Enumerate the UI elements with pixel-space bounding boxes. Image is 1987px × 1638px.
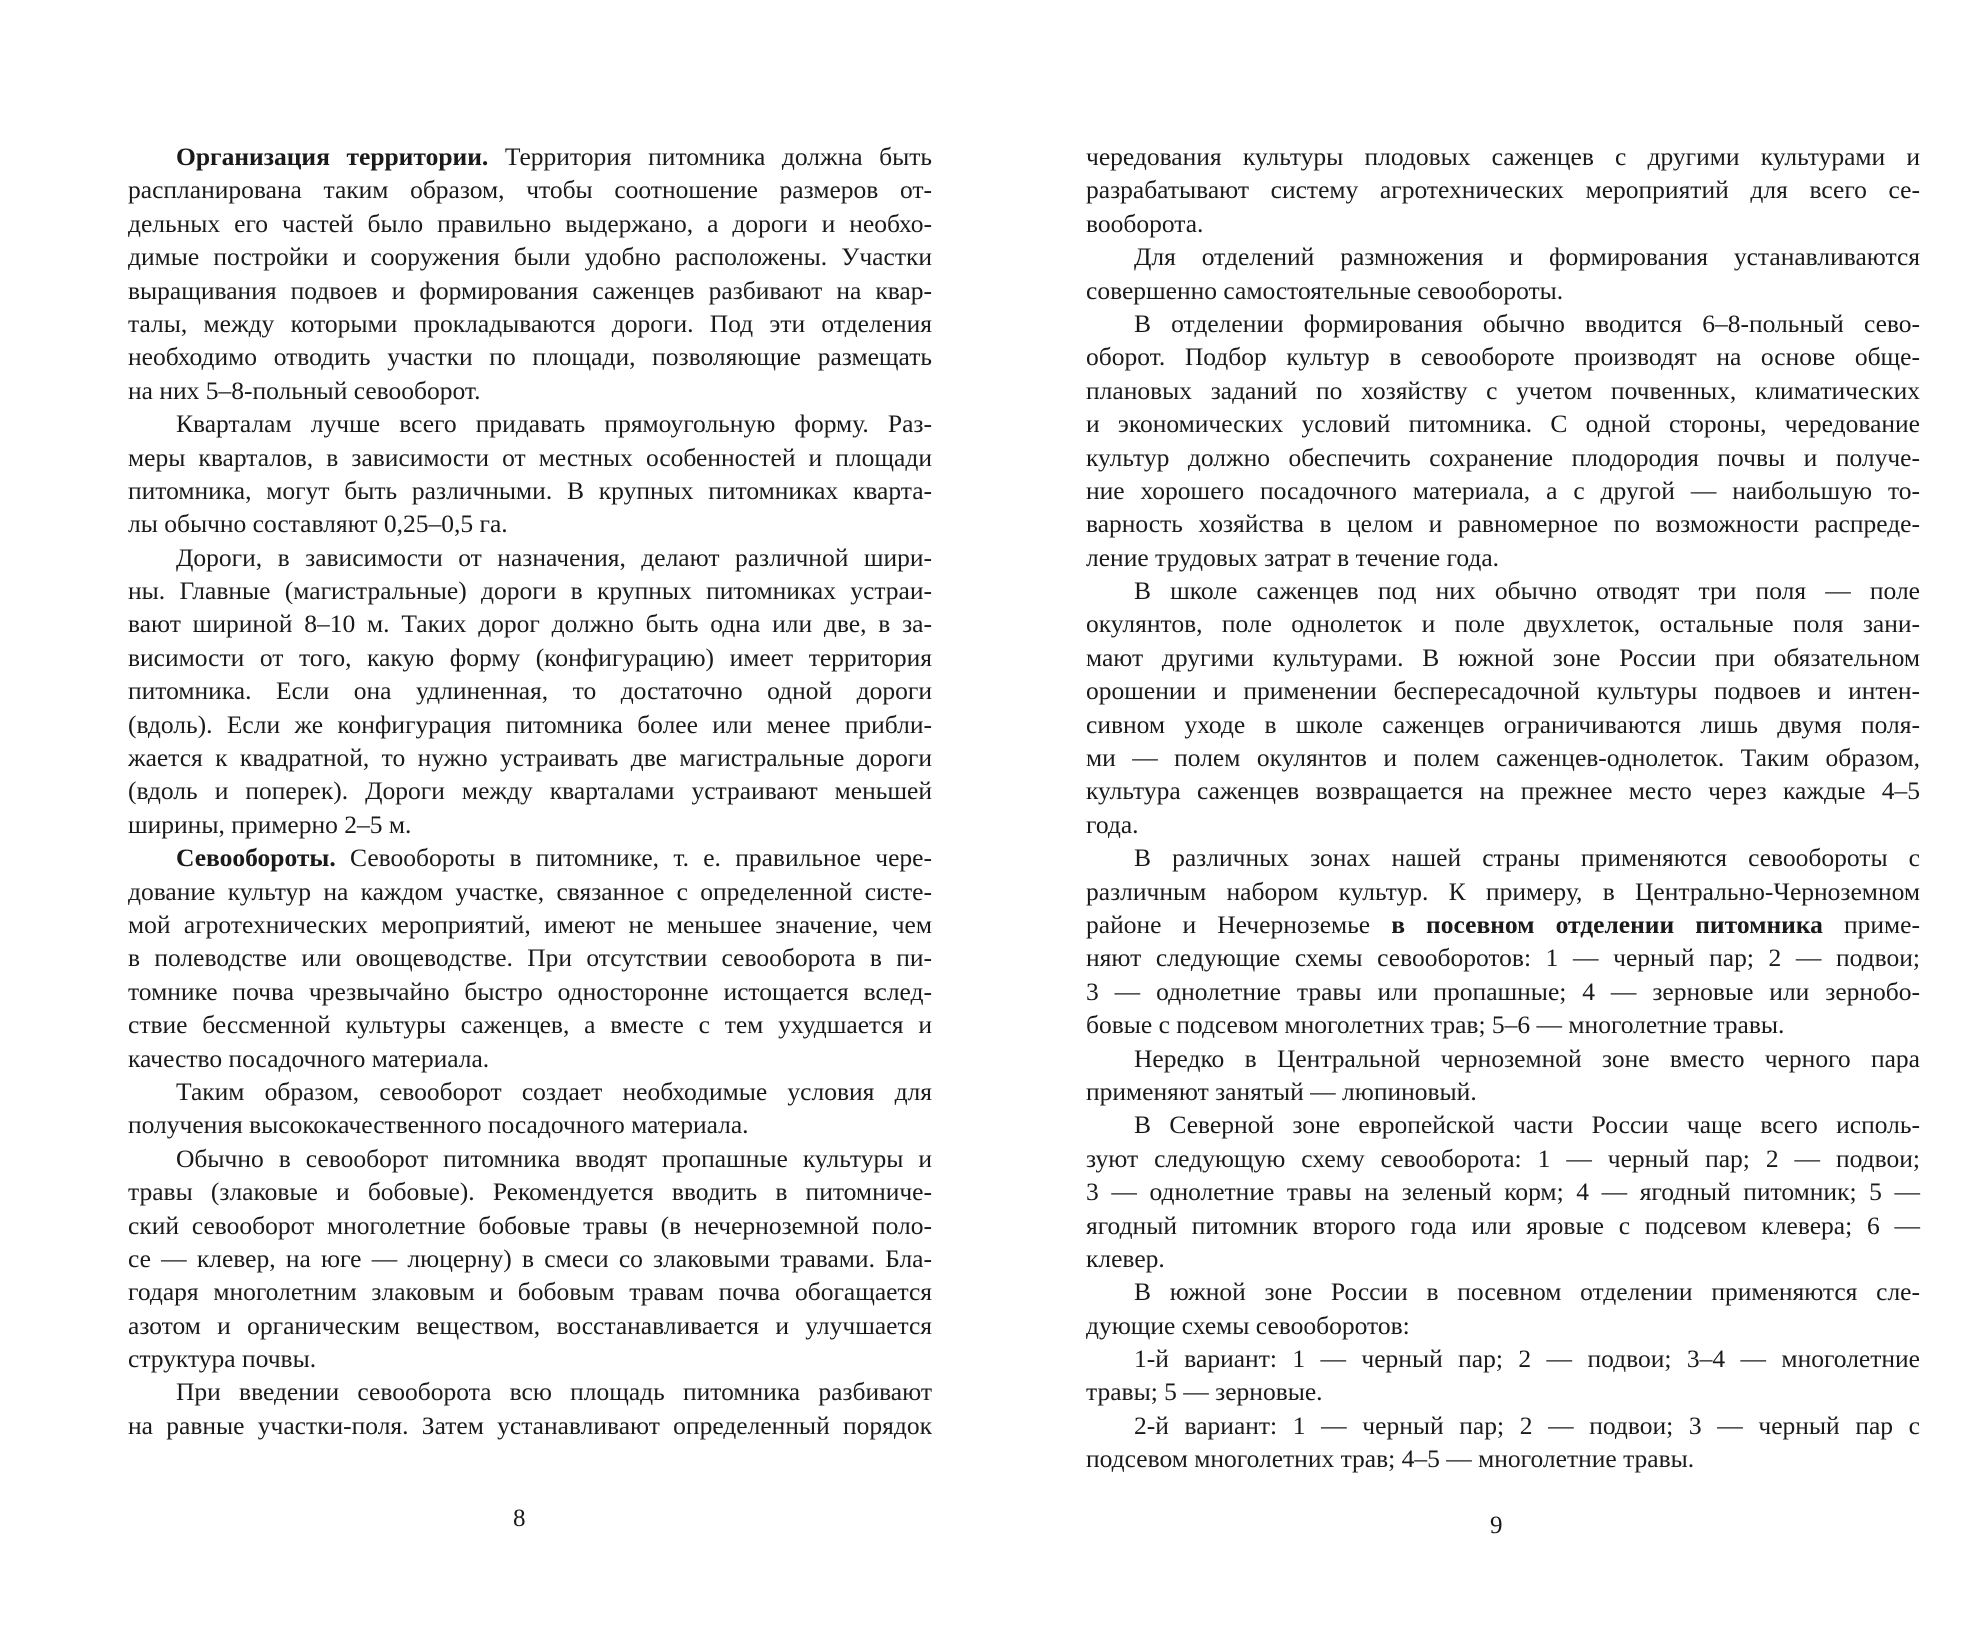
bold-heading-run: Севообороты. bbox=[176, 843, 336, 873]
text-line: сивном уходе в школе саженцев ограничиваются лишь двумя поля- bbox=[1086, 709, 1920, 739]
text-line: совершенно самостоятельные севообороты. bbox=[1086, 275, 1564, 305]
text-line: зуют следующую схему севооборота: 1 — черный пар; 2 — подвои; bbox=[1086, 1143, 1920, 1173]
text-line: дельных его частей было правильно выдержано, а дороги и необхо- bbox=[128, 208, 932, 238]
paragraph bbox=[128, 1142, 932, 1376]
text-line: Нередко в Центральной черноземной зоне вместо черного пара bbox=[1134, 1043, 1920, 1073]
text-line: питомника, могут быть различными. В крупных питомниках кварта- bbox=[128, 475, 932, 505]
text-line: необходимо отводить участки по площади, позволяющие размещать bbox=[128, 342, 932, 372]
text-line: жается к квадратной, то нужно устраивать две магистральные дороги bbox=[128, 743, 932, 773]
text-line: ны. Главные (магистральные) дороги в крупных питомниках устраи- bbox=[128, 576, 932, 606]
text-line: разрабатывают систему агротехнических мероприятий для всего се- bbox=[1086, 175, 1920, 205]
text-line: чередования культуры плодовых саженцев с другими культурами и bbox=[1086, 142, 1920, 171]
paragraph bbox=[128, 841, 932, 1075]
text-run: Севообороты в питомнике, т. е. правильное чере- bbox=[335, 843, 932, 873]
right-page-text bbox=[1086, 140, 1920, 1476]
text-run: приме- bbox=[1822, 909, 1920, 939]
text-line: ми — полем окулянтов и полем саженцев-однолеток. Таким образом, bbox=[1086, 743, 1920, 773]
text-line: годаря многолетним злаковым и бобовым травам почва обогащается bbox=[128, 1277, 932, 1307]
text-line bbox=[128, 140, 932, 173]
text-line: В отделении формирования обычно вводится 6–8-польный сево- bbox=[1134, 308, 1920, 338]
text-line: подсевом многолетних трав; 4–5 — многолетние травы. bbox=[1086, 1444, 1695, 1474]
text-line: получения высококачественного посадочного материала. bbox=[128, 1110, 749, 1140]
paragraph bbox=[1086, 1042, 1920, 1109]
paragraph bbox=[1086, 307, 1920, 574]
text-line: Кварталам лучше всего придавать прямоугольную форму. Раз- bbox=[176, 409, 932, 439]
text-line: клевер. bbox=[1086, 1243, 1165, 1273]
text-line: применяют занятый — люпиновый. bbox=[1086, 1076, 1477, 1106]
text-line: вооборота. bbox=[1086, 208, 1204, 238]
text-line: культура саженцев возвращается на прежнее место через каждые 4–5 bbox=[1086, 776, 1920, 806]
page-number-right: 9 bbox=[1490, 1512, 1503, 1539]
text-line bbox=[1086, 908, 1920, 941]
text-line: се — клевер, на юге — люцерну) в смеси со злаковыми травами. Бла- bbox=[128, 1243, 932, 1273]
text-line: плановых заданий по хозяйству с учетом почвенных, климатических bbox=[1086, 375, 1920, 405]
text-line: висимости от того, какую форму (конфигурацию) имеет территория bbox=[128, 642, 932, 672]
text-line: В школе саженцев под них обычно отводят три поля — поле bbox=[1134, 576, 1920, 606]
text-line: Таким образом, севооборот создает необходимые условия для bbox=[176, 1076, 932, 1106]
text-line: Для отделений размножения и формирования устанавливаются bbox=[1134, 242, 1920, 272]
paragraph bbox=[1086, 240, 1920, 307]
text-line: структура почвы. bbox=[128, 1344, 317, 1374]
text-line: варность хозяйства в целом и равномерное по возможности распреде- bbox=[1086, 509, 1920, 539]
text-line: (вдоль). Если же конфигурация питомника более или менее прибли- bbox=[128, 709, 932, 739]
text-line: дование культур на каждом участке, связанное с определенной систе- bbox=[128, 876, 932, 906]
paragraph bbox=[128, 541, 932, 842]
text-line: 3 — однолетние травы или пропашные; 4 — зерновые или зернобо- bbox=[1086, 976, 1920, 1006]
text-line: распланирована таким образом, чтобы соотношение размеров от- bbox=[128, 175, 932, 205]
text-line: ствие бессменной культуры саженцев, а вместе с тем ухудшается и bbox=[128, 1010, 932, 1040]
paragraph bbox=[1086, 1275, 1920, 1342]
text-line: Дороги, в зависимости от назначения, делают различной шири- bbox=[176, 542, 932, 572]
text-line: травы (злаковые и бобовые). Рекомендуется вводить в питомниче- bbox=[128, 1177, 932, 1207]
text-line: года. bbox=[1086, 809, 1139, 839]
text-line: дующие схемы севооборотов: bbox=[1086, 1310, 1410, 1340]
text-line: питомника. Если она удлиненная, то достаточно одной дороги bbox=[128, 676, 932, 706]
text-line: травы; 5 — зерновые. bbox=[1086, 1377, 1323, 1407]
text-line: ский севооборот многолетние бобовые травы (в нечерноземной поло- bbox=[128, 1210, 932, 1240]
page-number-left: 8 bbox=[513, 1505, 526, 1532]
text-line: димые постройки и сооружения были удобно расположены. Участки bbox=[128, 242, 932, 272]
text-line: (вдоль и поперек). Дороги между кварталами устраивают меньшей bbox=[128, 776, 932, 806]
bold-heading-run: Организация территории. bbox=[176, 142, 489, 171]
text-line: 2-й вариант: 1 — черный пар; 2 — подвои; 3 — черный пар с bbox=[1134, 1410, 1920, 1440]
text-line: выращивания подвоев и формирования саженцев разбивают на квар- bbox=[128, 275, 932, 305]
text-line: лы обычно составляют 0,25–0,5 га. bbox=[128, 509, 508, 539]
text-line: ление трудовых затрат в течение года. bbox=[1086, 542, 1500, 572]
text-line: При введении севооборота всю площадь питомника разбивают bbox=[176, 1377, 932, 1407]
text-line: мают другими культурами. В южной зоне России при обязательном bbox=[1086, 642, 1920, 672]
text-line: окулянтов, поле однолеток и поле двухлеток, остальные поля зани- bbox=[1086, 609, 1920, 639]
paragraph bbox=[128, 1375, 932, 1442]
text-line: в полеводстве или овощеводстве. При отсутствии севооборота в пи- bbox=[128, 943, 932, 973]
text-line: 3 — однолетние травы на зеленый корм; 4 — ягодный питомник; 5 — bbox=[1086, 1177, 1920, 1207]
paragraph bbox=[128, 407, 932, 541]
text-line: томнике почва чрезвычайно быстро односторонне истощается вслед- bbox=[128, 976, 932, 1006]
text-line: меры кварталов, в зависимости от местных особенностей и площади bbox=[128, 442, 932, 472]
text-line: орошении и применении беспересадочной культуры подвоев и интен- bbox=[1086, 676, 1920, 706]
text-line: ние хорошего посадочного материала, а с другой — наибольшую то- bbox=[1086, 475, 1920, 505]
text-line: культур должно обеспечить сохранение плодородия почвы и получе- bbox=[1086, 442, 1920, 472]
text-line: оборот. Подбор культур в севообороте производят на основе обще- bbox=[1086, 342, 1920, 372]
text-line: вают шириной 8–10 м. Таких дорог должно быть одна или две, в за- bbox=[128, 609, 932, 639]
text-line: различным набором культур. К примеру, в Центрально-Черноземном bbox=[1086, 876, 1920, 906]
text-line: ширины, примерно 2–5 м. bbox=[128, 809, 412, 839]
text-line: В различных зонах нашей страны применяются севообороты с bbox=[1134, 843, 1920, 873]
bold-heading-run: в посевном отделении питомника bbox=[1391, 909, 1823, 939]
left-page-text bbox=[128, 140, 932, 1442]
text-line: мой агротехнических мероприятий, имеют не меньшее значение, чем bbox=[128, 909, 932, 939]
text-line: и экономических условий питомника. С одной стороны, чередование bbox=[1086, 409, 1920, 439]
text-line: няют следующие схемы севооборотов: 1 — черный пар; 2 — подвои; bbox=[1086, 943, 1920, 973]
paragraph bbox=[1086, 1342, 1920, 1409]
paragraph bbox=[1086, 841, 1920, 1041]
paragraph bbox=[1086, 1409, 1920, 1476]
text-line: качество посадочного материала. bbox=[128, 1043, 490, 1073]
text-line bbox=[128, 841, 932, 874]
text-line: В южной зоне России в посевном отделении применяются сле- bbox=[1134, 1277, 1920, 1307]
paragraph bbox=[1086, 574, 1920, 841]
text-line: Обычно в севооборот питомника вводят пропашные культуры и bbox=[176, 1143, 932, 1173]
text-run: районе и Нечерноземье bbox=[1086, 909, 1392, 939]
paragraph bbox=[128, 140, 932, 407]
text-line: азотом и органическим веществом, восстанавливается и улучшается bbox=[128, 1310, 932, 1340]
text-line: В Северной зоне европейской части России чаще всего исполь- bbox=[1134, 1110, 1920, 1140]
text-line: талы, между которыми прокладываются дороги. Под эти отделения bbox=[128, 308, 932, 338]
text-run: Территория питомника должна быть bbox=[488, 142, 932, 171]
text-line: ягодный питомник второго года или яровые с подсевом клевера; 6 — bbox=[1086, 1210, 1920, 1240]
text-line: на равные участки-поля. Затем устанавливают определенный порядок bbox=[128, 1410, 932, 1440]
paragraph bbox=[128, 1075, 932, 1142]
text-line: бовые с подсевом многолетних трав; 5–6 — многолетние травы. bbox=[1086, 1010, 1785, 1040]
text-line: 1-й вариант: 1 — черный пар; 2 — подвои; 3–4 — многолетние bbox=[1134, 1344, 1920, 1374]
paragraph bbox=[1086, 140, 1920, 240]
paragraph bbox=[1086, 1108, 1920, 1275]
text-line: на них 5–8-польный севооборот. bbox=[128, 375, 481, 405]
